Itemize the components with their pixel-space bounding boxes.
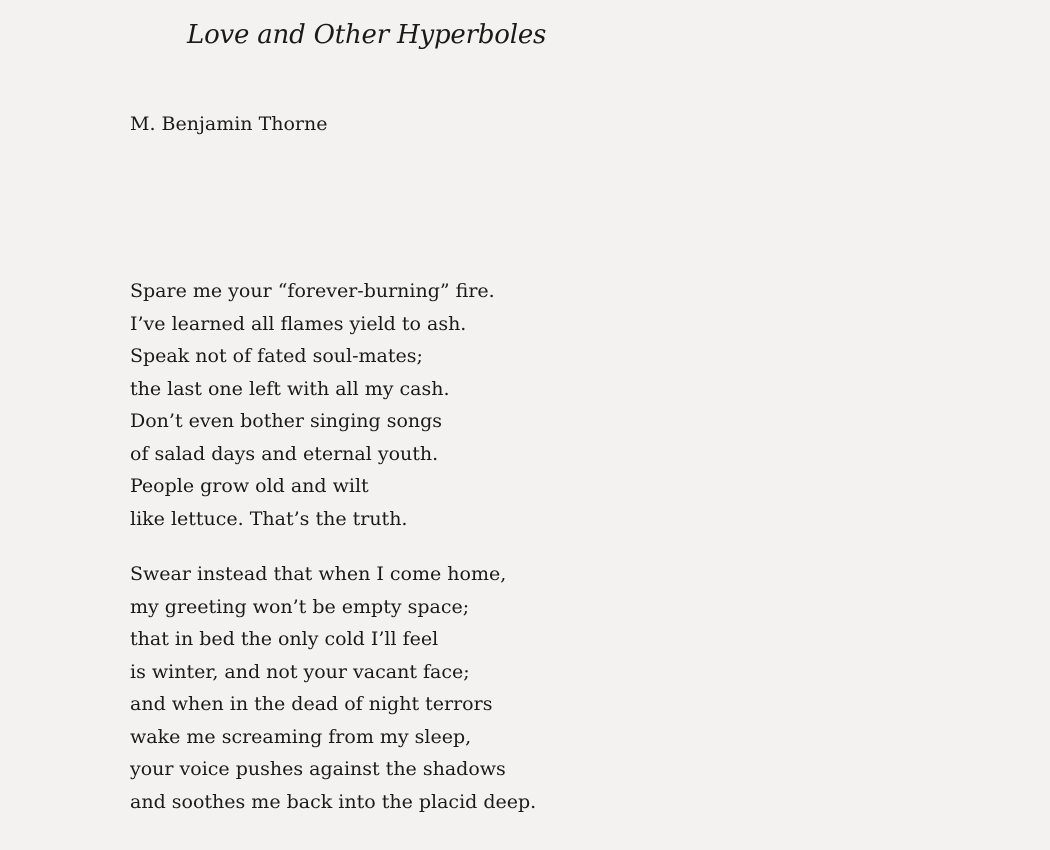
poem-line: is winter, and not your vacant face; (130, 660, 470, 683)
poem-line: People grow old and wilt (130, 475, 369, 497)
poem-line: my greeting won’t be empty space; (130, 595, 470, 618)
poem-line: Speak not of fated soul-mates; (130, 345, 423, 367)
poem-line: Spare me your “forever-burning” fire. (130, 280, 495, 302)
author-name: M. Benjamin Thorne (130, 113, 328, 135)
stanza-1 (130, 275, 536, 535)
poem-line: and soothes me back into the placid deep. (130, 790, 537, 813)
poem-body (130, 275, 536, 818)
poem-line: Don’t even bother singing songs (130, 410, 443, 432)
poem-line: the last one left with all my cash. (130, 377, 450, 400)
poem-line: and when in the dead of night terrors (130, 693, 493, 715)
poem-line: your voice pushes against the shadows (130, 758, 506, 780)
poem-line: wake me screaming from my sleep, (130, 725, 472, 748)
poem-line: I’ve learned all flames yield to ash. (130, 312, 467, 335)
stanza-2 (130, 558, 536, 818)
poem-line: Swear instead that when I come home, (130, 563, 507, 585)
poem-line: of salad days and eternal youth. (130, 442, 439, 465)
poem-line: like lettuce. That’s the truth. (130, 507, 408, 530)
poem-line: that in bed the only cold I’ll feel (130, 628, 439, 650)
poem-title: Love and Other Hyperboles (187, 20, 547, 50)
